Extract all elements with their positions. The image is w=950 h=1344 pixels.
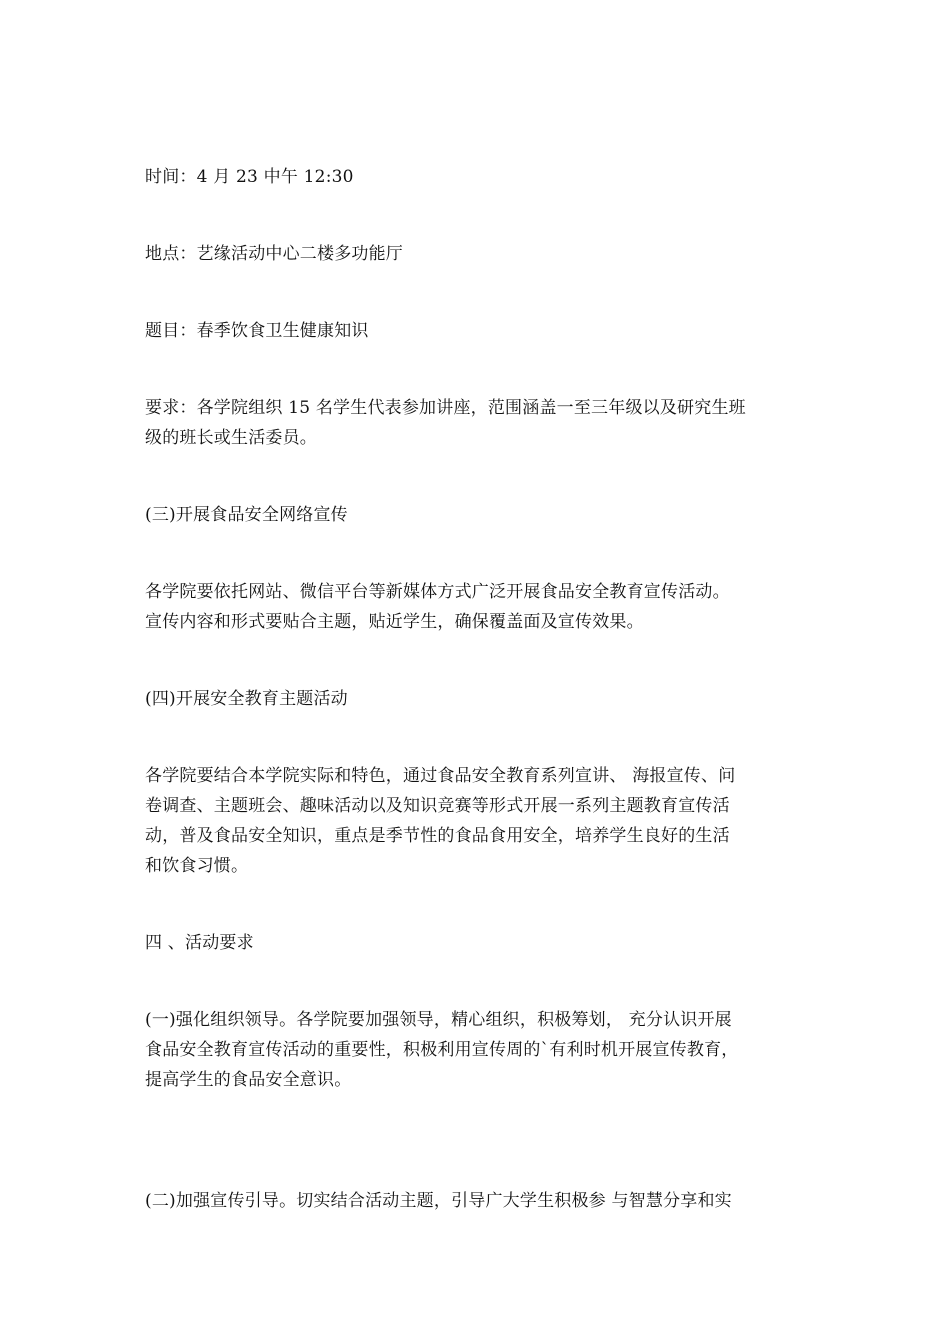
text-line: 各学院要结合本学院实际和特色，通过食品安全教育系列宣讲、 海报宣传、问 — [145, 766, 736, 786]
paragraph-leadership — [145, 1005, 810, 1095]
text-line: 和饮食习惯。 — [145, 856, 249, 876]
text-line: 级的班长或生活委员。 — [145, 428, 317, 448]
paragraph-publicity-guidance — [145, 1186, 810, 1216]
text-line: 食品安全教育宣传活动的重要性，积极利用宣传周的`有利时机开展宣传教育， — [145, 1040, 739, 1060]
paragraph-requirement — [145, 393, 810, 453]
paragraph-topic — [145, 316, 810, 346]
text-line: 时间：4 月 23 中午 12:30 — [145, 167, 354, 187]
text-line: 各学院要依托网站、微信平台等新媒体方式广泛开展食品安全教育宣传活动。 — [145, 582, 730, 602]
text-line: 题目：春季饮食卫生健康知识 — [145, 321, 369, 341]
text-line: 地点：艺缘活动中心二楼多功能厅 — [145, 244, 403, 264]
heading-activity-requirements — [145, 928, 810, 958]
paragraph-location — [145, 239, 810, 269]
text-line: (三)开展食品安全网络宣传 — [145, 505, 348, 525]
paragraph-time — [145, 162, 810, 192]
text-line: 提高学生的食品安全意识。 — [145, 1070, 352, 1090]
heading-theme-activities — [145, 684, 810, 714]
text-line: (二)加强宣传引导。切实结合活动主题，引导广大学生积极参 与智慧分享和实 — [145, 1191, 732, 1211]
text-line: 动，普及食品安全知识，重点是季节性的食品食用安全，培养学生良好的生活 — [145, 826, 730, 846]
text-line: (四)开展安全教育主题活动 — [145, 689, 348, 709]
paragraph-theme-activities — [145, 761, 810, 881]
text-line: (一)强化组织领导。各学院要加强领导，精心组织，积极筹划， 充分认识开展 — [145, 1010, 732, 1030]
text-line: 宣传内容和形式要贴合主题，贴近学生，确保覆盖面及宣传效果。 — [145, 612, 644, 632]
text-line: 卷调查、主题班会、趣味活动以及知识竞赛等形式开展一系列主题教育宣传活 — [145, 796, 730, 816]
text-line: 四 、活动要求 — [145, 933, 254, 953]
paragraph-network-publicity — [145, 577, 810, 637]
heading-network-publicity — [145, 500, 810, 530]
text-line: 要求：各学院组织 15 名学生代表参加讲座，范围涵盖一至三年级以及研究生班 — [145, 398, 746, 418]
